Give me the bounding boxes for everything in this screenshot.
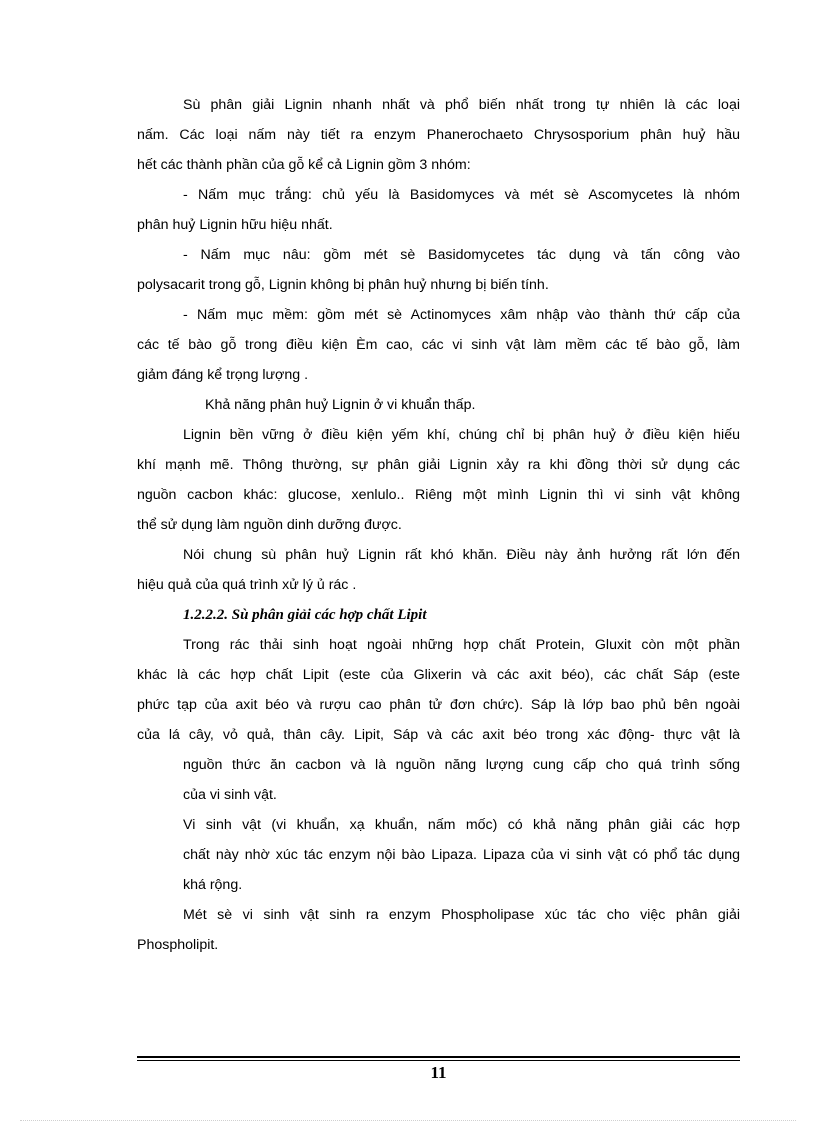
text-line: polysacarit trong gỗ, Lignin không bị phân huỷ nhưng bị biến tính. [137, 277, 549, 293]
text-line: nguồn cacbon khác: glucose, xenlulo.. Riêng một mình Lignin thì vi sinh vật không [137, 487, 740, 503]
text-line: nấm. Các loại nấm này tiết ra enzym Phanerochaeto Chrysosporium phân huỷ hầu [137, 127, 740, 143]
page-break-line [20, 1120, 796, 1121]
page-body [137, 90, 740, 960]
text-line: Vi sinh vật (vi khuẩn, xạ khuẩn, nấm mốc) có khả năng phân giải các hợp [183, 817, 740, 833]
text-line: hiệu quả của quá trình xử lý ủ rác . [137, 577, 357, 593]
text-line: - Nấm mục trắng: chủ yếu là Basidomyces và mét sè Ascomycetes là nhóm [183, 187, 740, 203]
text-line: Sù phân giải Lignin nhanh nhất và phổ biến nhất trong tự nhiên là các loại [183, 97, 740, 113]
footer-divider [137, 1056, 740, 1058]
text-line: Phospholipit. [137, 937, 219, 953]
text-line: chất này nhờ xúc tác enzym nội bào Lipaza. Lipaza của vi sinh vật có phổ tác dụng [183, 847, 740, 863]
text-line: khác là các hợp chất Lipit (este của Glixerin và các axit béo), các chất Sáp (este [137, 667, 740, 683]
text-line: của vi sinh vật. [183, 787, 277, 803]
text-line: giảm đáng kể trọng lượng . [137, 367, 309, 383]
text-line: Lignin bền vững ở điều kiện yếm khí, chúng chỉ bị phân huỷ ở điều kiện hiếu [183, 427, 740, 443]
section-heading: 1.2.2.2. Sù phân giải các hợp chất Lipit [183, 607, 427, 623]
text-line: hết các thành phần của gỗ kể cả Lignin gồm 3 nhóm: [137, 157, 471, 173]
text-line: - Nấm mục mềm: gồm mét sè Actinomyces xâm nhập vào thành thứ cấp của [183, 307, 740, 323]
text-line: khí mạnh mẽ. Thông thường, sự phân giải Lignin xảy ra khi đồng thời sử dụng các [137, 457, 740, 473]
text-line: - Nấm mục nâu: gồm mét sè Basidomycetes tác dụng và tấn công vào [183, 247, 740, 263]
page-number: 11 [430, 1063, 447, 1082]
text-line: phức tạp của axit béo và rượu cao phân tử đơn chức). Sáp là lớp bao phủ bên ngoài [137, 697, 740, 713]
footer-divider-thin [137, 1060, 740, 1061]
text-line: Nói chung sù phân huỷ Lignin rất khó khăn. Điều này ảnh hưởng rất lớn đến [183, 547, 740, 563]
text-line: Trong rác thải sinh hoạt ngoài những hợp chất Protein, Gluxit còn một phần [183, 637, 740, 653]
text-line: nguồn thức ăn cacbon và là nguồn năng lượng cung cấp cho quá trình sống [183, 757, 740, 773]
text-line: thể sử dụng làm nguồn dinh dưỡng được. [137, 517, 402, 533]
text-line: các tế bào gỗ trong điều kiện Èm cao, các vi sinh vật làm mềm các tế bào gỗ, làm [137, 337, 740, 353]
text-line: Mét sè vi sinh vật sinh ra enzym Phospholipase xúc tác cho việc phân giải [183, 907, 740, 923]
text-line: khá rộng. [183, 877, 243, 893]
text-line: của lá cây, vỏ quả, thân cây. Lipit, Sáp và các axit béo trong xác động- thực vật là [137, 727, 740, 743]
text-line: Khả năng phân huỷ Lignin ở vi khuẩn thấp. [205, 397, 476, 413]
text-line: phân huỷ Lignin hữu hiệu nhất. [137, 217, 333, 233]
